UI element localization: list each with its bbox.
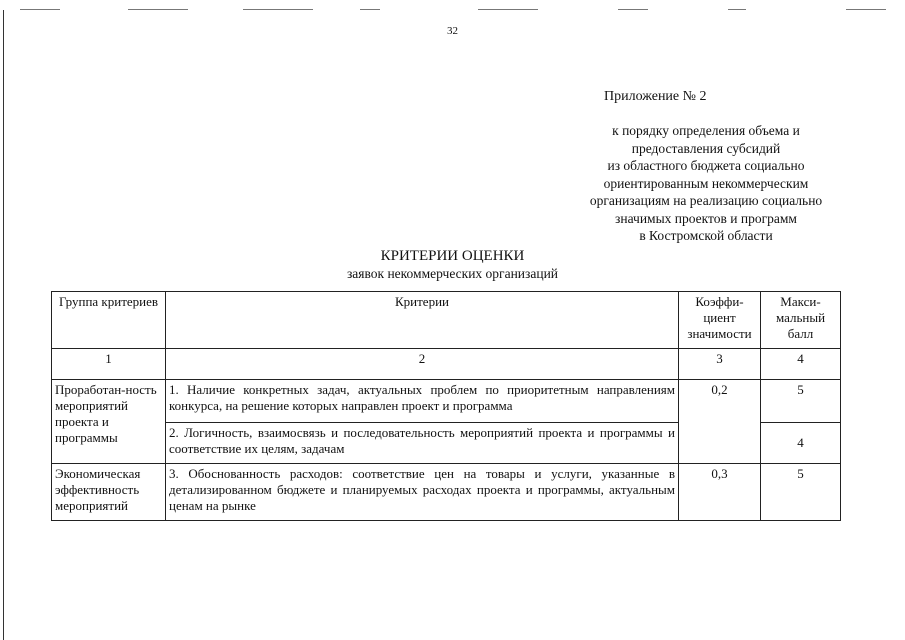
appendix-line: значимых проектов и программ	[615, 210, 797, 226]
page-number: 32	[447, 25, 458, 37]
table-row	[52, 380, 841, 423]
max-score: 5	[761, 464, 841, 521]
criterion-text: 2. Логичность, взаимосвязь и последовательность мероприятий проекта и программы и соответствие их целям, задачам	[166, 423, 679, 464]
appendix-title: Приложение № 2	[604, 89, 707, 104]
appendix-line: предоставления субсидий	[631, 140, 781, 156]
max-score: 5	[761, 380, 841, 423]
column-number-row	[52, 349, 841, 380]
appendix-line: ориентированным некоммерческим	[603, 175, 809, 191]
column-number: 4	[761, 349, 841, 380]
column-number: 3	[679, 349, 761, 380]
group-name: Экономическая эффективность мероприятий	[52, 464, 166, 521]
column-number: 1	[52, 349, 166, 380]
appendix-description	[566, 122, 846, 245]
coefficient-value: 0,2	[679, 380, 761, 464]
coefficient-value: 0,3	[679, 464, 761, 521]
document-subtitle: заявок некоммерческих организаций	[346, 266, 559, 281]
header-max: Макси-мальный балл	[761, 292, 841, 349]
header-group: Группа критериев	[52, 292, 166, 349]
table-row	[52, 464, 841, 521]
scan-artifact	[618, 9, 648, 10]
table-header-row	[52, 292, 841, 349]
scan-artifact	[360, 9, 380, 10]
document-title: КРИТЕРИИ ОЦЕНКИ	[380, 248, 525, 264]
group-name: Проработан-ность мероприятий проекта и программы	[52, 380, 166, 464]
column-number: 2	[166, 349, 679, 380]
scan-artifact	[846, 9, 886, 10]
appendix-line: к порядку определения объема и	[612, 123, 800, 138]
header-coef: Коэффи-циент значимости	[679, 292, 761, 349]
appendix-line: в Костромской области	[639, 228, 773, 243]
scan-artifact	[20, 9, 60, 10]
scan-artifact	[728, 9, 746, 10]
page-border	[3, 10, 4, 640]
appendix-line: из областного бюджета социально	[607, 158, 805, 173]
header-criteria: Критерии	[166, 292, 679, 349]
scan-artifact	[243, 9, 313, 10]
scan-artifact	[478, 9, 538, 10]
criterion-text: 3. Обоснованность расходов: соответствие цен на товары и услуги, указанные в детализированном бюджете и планируемых расходах проекта и программы, актуальным ценам на рынке	[166, 464, 679, 521]
criteria-table	[51, 291, 841, 521]
appendix-line: организациям на реализацию социально	[589, 193, 823, 208]
max-score: 4	[761, 423, 841, 464]
scan-artifact	[128, 9, 188, 10]
criterion-text: 1. Наличие конкретных задач, актуальных проблем по приоритетным направлениям конкурса, на решение которых направлен проект и программа	[166, 380, 679, 423]
